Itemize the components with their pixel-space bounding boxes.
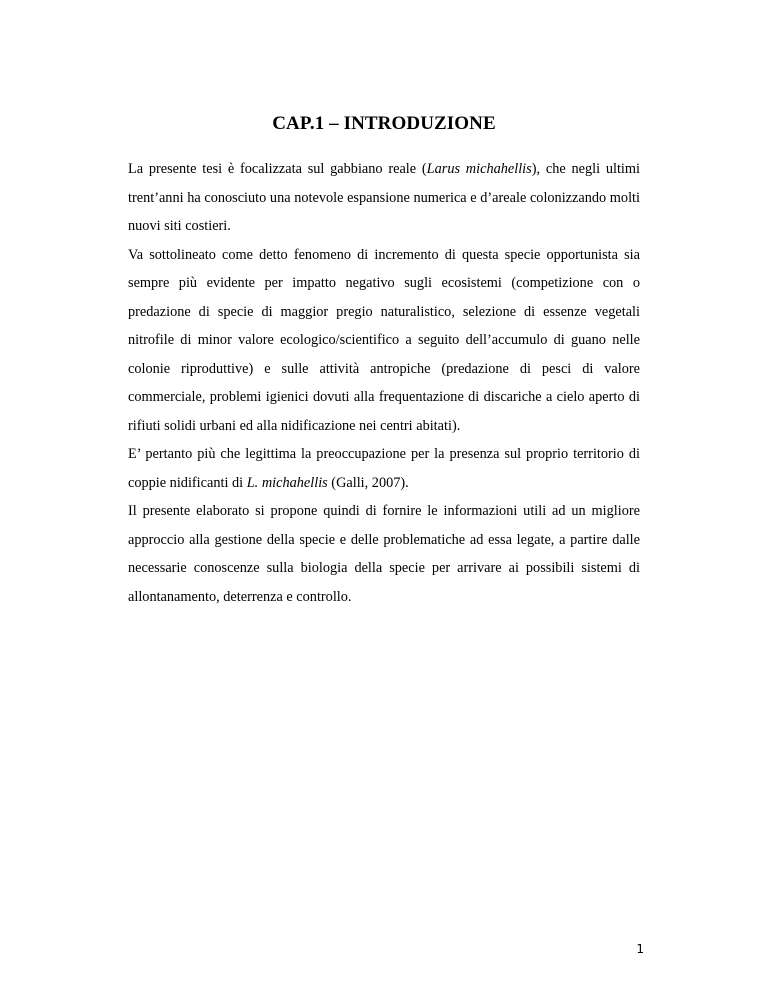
paragraph-4 <box>128 497 640 611</box>
paragraph-1-text-1: La presente tesi è focalizzata sul gabbiano reale ( <box>128 161 427 177</box>
paragraph-3-text-1: E’ pertanto più che legittima la preoccupazione per la presenza sul proprio territorio di coppie nidificanti di <box>128 446 640 491</box>
paragraph-3-text-2: (Galli, 2007). <box>327 474 409 491</box>
paragraph-2 <box>128 241 640 441</box>
paragraph-1 <box>128 155 640 241</box>
paragraph-4-text: Il presente elaborato si propone quindi di fornire le informazioni utili ad un migliore approccio alla gestione della specie e delle problematiche ad essa legate, a partire dalle necessarie conoscenze sulla biologia della specie per arrivare ai possibili sistemi di allontanamento, deterrenza e controllo. <box>128 503 640 605</box>
paragraph-1-text-2: ), che negli ultimi trent’anni ha conosciuto una notevole espansione numerica e d’areale colonizzando molti nuovi siti costieri. <box>128 161 640 234</box>
body-text <box>128 155 640 611</box>
page-number: 1 <box>636 942 644 956</box>
paragraph-3 <box>128 440 640 497</box>
species-name-l-michahellis: L. michahellis <box>246 474 328 491</box>
chapter-title: CAP.1 – INTRODUZIONE <box>272 112 496 134</box>
species-name-larus-michahellis: Larus michahellis <box>426 161 532 177</box>
paragraph-2-text: Va sottolineato come detto fenomeno di incremento di questa specie opportunista sia sempre più evidente per impatto negativo sugli ecosistemi (competizione con o predazione di specie di maggior pregio naturalistico, selezione di essenze vegetali nitrofile di minor valore ecologico/scientifico a seguito dell’accumulo di guano nelle colonie riproduttive) e sulle attività antropiche (predazione di pesci di valore commerciale, problemi igienici dovuti alla frequentazione di discariche a cielo aperto di rifiuti solidi urbani ed alla nidificazione nei centri abitati). <box>128 246 640 434</box>
